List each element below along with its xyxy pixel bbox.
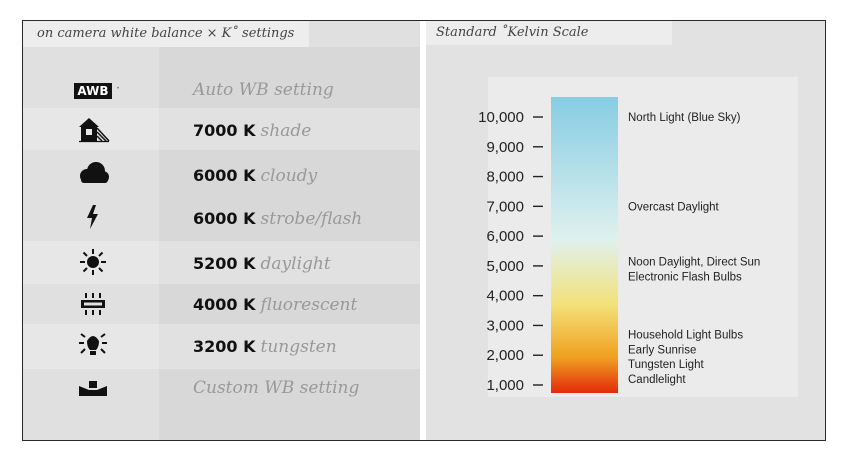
- scale-annotation: Electronic Flash Bulbs: [628, 271, 742, 284]
- tick-label: 9,000: [486, 138, 524, 156]
- white-balance-settings-panel: [23, 21, 420, 440]
- wb-row-tungsten: [23, 324, 420, 369]
- tick-label: 6,000: [486, 228, 524, 246]
- wb-label: Auto WB setting: [193, 80, 334, 100]
- cloud-icon: [73, 158, 113, 188]
- left-panel-title: on camera white balance × K˚ settings: [37, 26, 295, 41]
- wb-row-auto: [23, 71, 420, 111]
- custom-wb-icon: [73, 373, 113, 403]
- wb-label: 6000 K strobe/flash: [193, 209, 363, 229]
- wb-row-fluorescent: [23, 284, 420, 324]
- left-panel-header: [23, 21, 309, 47]
- kelvin-scale-chart: [426, 21, 825, 440]
- tick-label: 8,000: [486, 168, 524, 186]
- wb-label: 5200 K daylight: [193, 254, 331, 274]
- scale-annotation: Noon Daylight, Direct Sun: [628, 256, 761, 269]
- wb-row-shade: [23, 108, 420, 150]
- wb-label: 6000 K cloudy: [193, 166, 318, 186]
- right-panel-title: Standard ˚Kelvin Scale: [436, 25, 589, 40]
- tick-label: 3,000: [486, 317, 524, 335]
- scale-annotation: North Light (Blue Sky): [628, 112, 741, 124]
- wb-row-flash: [23, 196, 420, 238]
- scale-annotation: Household Light Bulbs: [628, 329, 744, 342]
- tick-label: 7,000: [486, 198, 524, 216]
- wb-row-cloudy: [23, 150, 420, 196]
- kelvin-scale-panel: [426, 21, 825, 440]
- wb-label: 4000 K fluorescent: [193, 295, 358, 315]
- kelvin-gradient-bar: [551, 97, 618, 393]
- sun-icon: [73, 247, 113, 277]
- wb-label: 3200 K tungsten: [193, 337, 337, 357]
- tick-label: 2,000: [486, 347, 524, 365]
- shade-icon: [73, 114, 113, 144]
- flash-icon: [73, 202, 113, 232]
- wb-label: Custom WB setting: [193, 378, 360, 398]
- tick-label: 10,000: [478, 109, 524, 126]
- tick-label: 1,000: [486, 377, 524, 394]
- scale-annotation: Candlelight: [628, 374, 686, 387]
- white-balance-infographic: [22, 20, 826, 441]
- wb-row-daylight: [23, 241, 420, 284]
- wb-label: 7000 K shade: [193, 121, 312, 141]
- tick-label: 5,000: [486, 257, 524, 275]
- wb-row-custom: [23, 369, 420, 409]
- awb-icon: AWB •: [73, 76, 113, 106]
- tungsten-icon: [73, 331, 113, 361]
- fluorescent-icon: [73, 289, 113, 319]
- scale-annotation: Overcast Daylight: [628, 201, 719, 214]
- scale-annotation: Early Sunrise: [628, 344, 697, 357]
- tick-label: 4,000: [486, 287, 524, 305]
- scale-annotation: Tungsten Light: [628, 359, 704, 372]
